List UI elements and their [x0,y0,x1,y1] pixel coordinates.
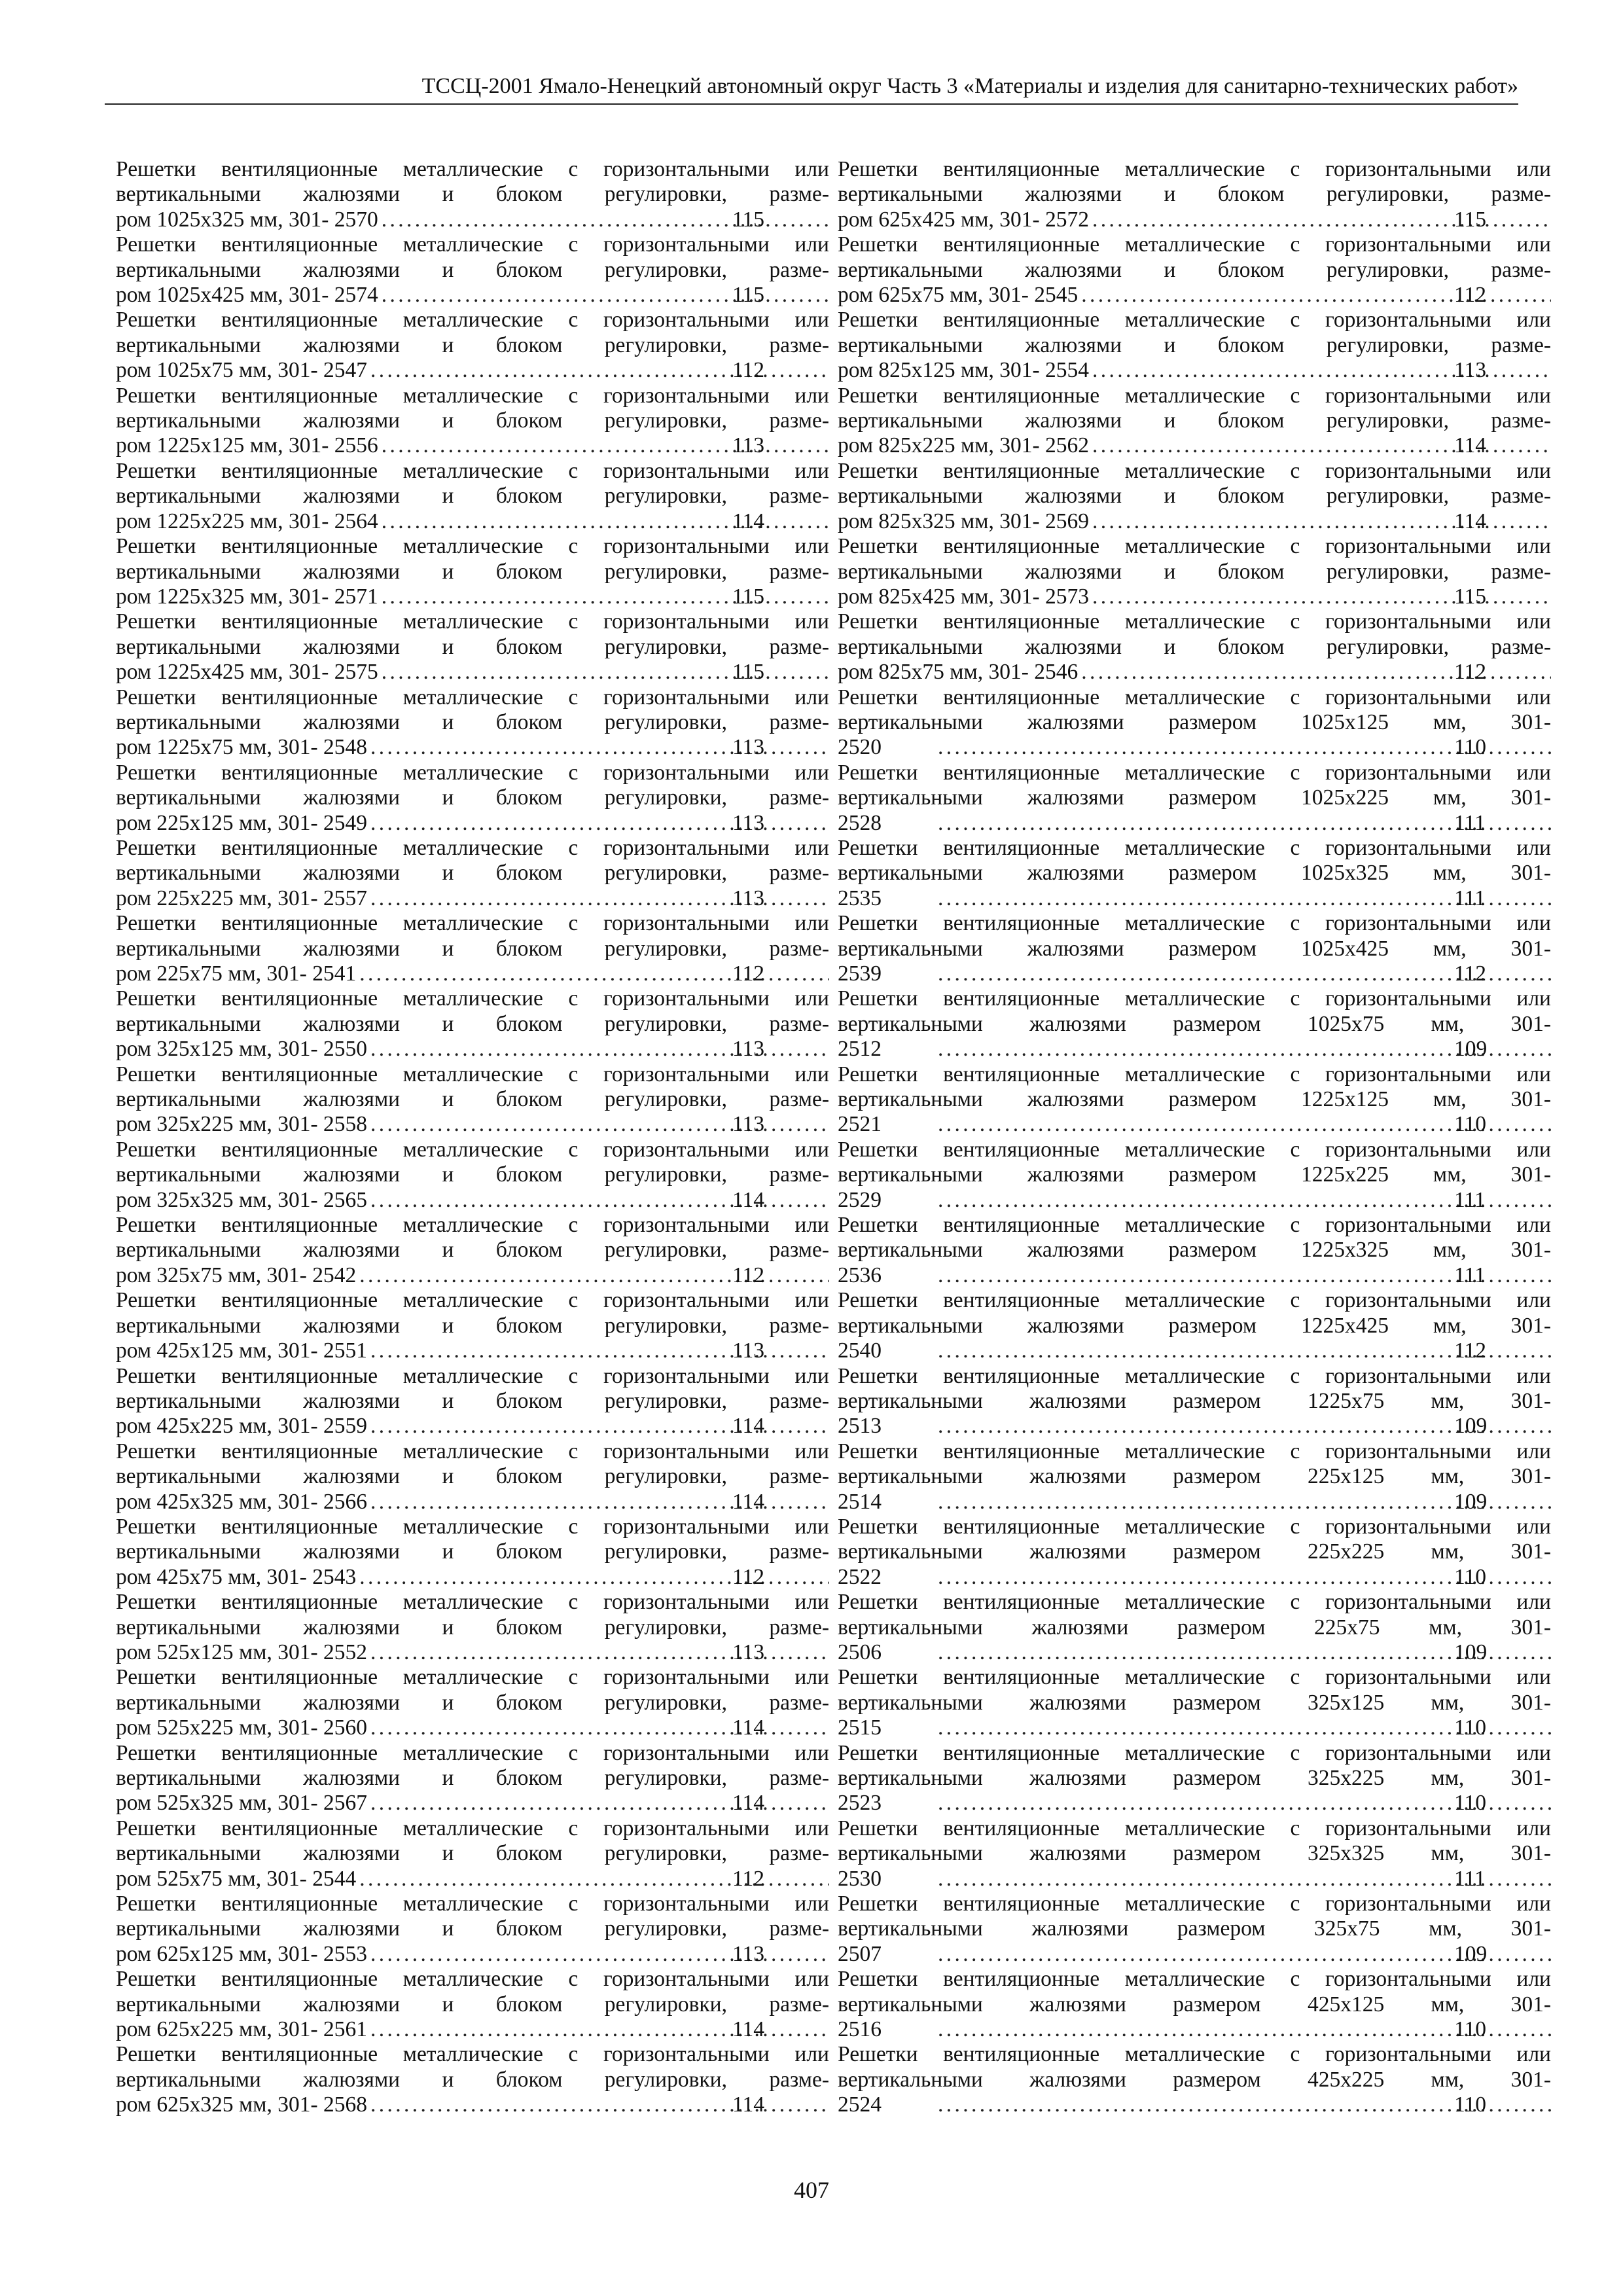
entry-line-3: ром 525х125 мм, 301- 2552 . . . 113 [213,1640,829,1665]
entry-line-2: вертикальными жалюзями и блоком регулировки, разме- [116,1916,829,1941]
entry-code: ром 225х125 мм, 301- 2549 [116,810,367,835]
index-entry [838,1515,1551,1590]
entry-line-3: ром 325х225 мм, 301- 2558 . . . 113 [213,1112,829,1137]
index-entry [116,1892,829,1967]
entry-code: ром 425х125 мм, 301- 2551 [116,1338,367,1363]
entry-line-2: вертикальными жалюзями и блоком регулировки, разме- [838,559,1551,584]
entry-line-2: вертикальными жалюзями размером 1025х75 мм, 301- [838,1011,1551,1036]
entry-line-2: вертикальными жалюзями и блоком регулировки, разме- [838,484,1551,509]
entry-line-2: вертикальными жалюзями и блоком регулировки, разме- [116,1011,829,1036]
entry-line-3: ром 1225х75 мм, 301- 2548 . . . 113 [213,735,829,760]
index-entry [116,1665,829,1740]
entry-line-2: вертикальными жалюзями размером 1225х75 мм, 301- [838,1388,1551,1413]
index-entry [838,761,1551,836]
entry-line-2: вертикальными жалюзями размером 225х225 мм, 301- [838,1539,1551,1564]
entry-code: ром 825х75 мм, 301- 2546 [838,660,1079,685]
entry-code: ром 325х325 мм, 301- 2565 [116,1187,367,1212]
index-entry [116,308,829,383]
entry-line-3: 2515 . . . 110 [935,1715,1551,1740]
entry-code: ром 1225х125 мм, 301- 2556 [116,433,378,458]
entry-line-1: Решетки вентиляционные металлические с горизонтальными или [838,1137,1551,1162]
entry-line-2: вертикальными жалюзями и блоком регулировки, разме- [116,559,829,584]
entry-line-2: вертикальными жалюзями размером 425х225 мм, 301- [838,2067,1551,2092]
entry-line-2: вертикальными жалюзями и блоком регулировки, разме- [116,1238,829,1263]
entry-code: ром 1025х325 мм, 301- 2570 [116,207,378,232]
entry-line-1: Решетки вентиляционные металлические с горизонтальными или [838,1213,1551,1238]
entry-line-1: Решетки вентиляционные металлические с горизонтальными или [116,1062,829,1086]
entry-line-2: вертикальными жалюзями и блоком регулировки, разме- [116,1313,829,1338]
index-entry [116,1062,829,1138]
index-entry [116,232,829,308]
entry-line-1: Решетки вентиляционные металлические с горизонтальными или [838,1363,1551,1388]
entry-line-3: 2530 . . . 111 [935,1867,1551,1892]
entry-line-1: Решетки вентиляционные металлические с горизонтальными или [116,1213,829,1238]
entry-code: ром 225х75 мм, 301- 2541 [116,961,357,986]
index-entry [838,1816,1551,1892]
entry-line-3: ром 625х225 мм, 301- 2561 . . . 114 [213,2017,829,2042]
index-entry [838,2042,1551,2117]
entry-line-3: 2521 . . . 110 [935,1112,1551,1137]
entry-line-1: Решетки вентиляционные металлические с горизонтальными или [838,458,1551,483]
entry-line-2: вертикальными жалюзями и блоком регулировки, разме- [116,332,829,357]
entry-line-1: Решетки вентиляционные металлические с горизонтальными или [838,1062,1551,1086]
entry-code: ром 825х425 мм, 301- 2573 [838,584,1089,609]
entry-code: ром 625х125 мм, 301- 2553 [116,1941,367,1966]
entry-line-3: ром 525х75 мм, 301- 2544 . . . 112 [213,1867,829,1892]
entry-line-2: вертикальными жалюзями размером 225х75 мм, 301- [838,1615,1551,1640]
entry-line-2: вертикальными жалюзями и блоком регулировки, разме- [116,1388,829,1413]
entry-line-1: Решетки вентиляционные металлические с горизонтальными или [838,685,1551,709]
entry-code: ром 825х325 мм, 301- 2569 [838,509,1089,533]
entry-line-3: ром 225х125 мм, 301- 2549 . . . 113 [213,811,829,836]
entry-line-2: вертикальными жалюзями размером 1025х225 мм, 301- [838,785,1551,810]
entry-code: ром 825х225 мм, 301- 2562 [838,433,1089,458]
entry-code: ром 425х225 мм, 301- 2559 [116,1414,367,1439]
entry-line-3: ром 825х425 мм, 301- 2573 . . . 115 [935,584,1551,609]
index-entry [116,534,829,609]
entry-line-1: Решетки вентиляционные металлические с горизонтальными или [838,383,1551,408]
page-number: 407 [794,2177,829,2203]
entry-code: ром 1025х75 мм, 301- 2547 [116,358,367,383]
index-entry [116,2042,829,2117]
entry-line-2: вертикальными жалюзями размером 325х125 мм, 301- [838,1690,1551,1715]
entry-line-1: Решетки вентиляционные металлические с горизонтальными или [838,1439,1551,1463]
entry-line-1: Решетки вентиляционные металлические с горизонтальными или [116,835,829,860]
entry-line-2: вертикальными жалюзями и блоком регулировки, разме- [116,861,829,886]
index-entry [838,157,1551,232]
entry-line-2: вертикальными жалюзями и блоком регулировки, разме- [116,484,829,509]
entry-line-3: 2516 . . . 110 [935,2017,1551,2042]
entry-line-2: вертикальными жалюзями размером 1025х125 мм, 301- [838,709,1551,734]
index-entry [116,1364,829,1439]
index-entry [116,836,829,911]
index-entry [838,685,1551,761]
entry-line-2: вертикальными жалюзями и блоком регулировки, разме- [838,408,1551,433]
index-entry [838,1665,1551,1740]
index-entry [116,761,829,836]
entry-line-1: Решетки вентиляционные металлические с горизонтальными или [116,760,829,785]
index-entry [116,1816,829,1892]
entry-line-1: Решетки вентиляционные металлические с горизонтальными или [838,1967,1551,1992]
entry-line-3: ром 825х325 мм, 301- 2569 . . . 114 [935,509,1551,534]
index-entry [838,1213,1551,1288]
entry-line-1: Решетки вентиляционные металлические с горизонтальными или [838,157,1551,181]
entry-line-1: Решетки вентиляционные металлические с горизонтальными или [116,2042,829,2067]
entry-line-3: ром 625х125 мм, 301- 2553 . . . 113 [213,1942,829,1967]
entry-line-2: вертикальными жалюзями и блоком регулировки, разме- [116,709,829,734]
entry-line-3: 2522 . . . 110 [935,1565,1551,1590]
entry-line-2: вертикальными жалюзями и блоком регулировки, разме- [116,1464,829,1489]
entry-line-3: ром 525х325 мм, 301- 2567 . . . 114 [213,1791,829,1816]
entry-line-2: вертикальными жалюзями размером 1225х325 мм, 301- [838,1238,1551,1263]
entry-code: ром 525х325 мм, 301- 2567 [116,1791,367,1816]
index-entry [838,1590,1551,1665]
entry-code: ром 525х125 мм, 301- 2552 [116,1640,367,1664]
entry-line-3: 2523 . . . 110 [935,1791,1551,1816]
entry-line-1: Решетки вентиляционные металлические с горизонтальными или [116,1137,829,1162]
entry-line-1: Решетки вентиляционные металлические с горизонтальными или [116,308,829,332]
entry-line-2: вертикальными жалюзями размером 1225х125 мм, 301- [838,1087,1551,1112]
entry-line-2: вертикальными жалюзями и блоком регулировки, разме- [116,257,829,282]
entry-line-1: Решетки вентиляционные металлические с горизонтальными или [116,1288,829,1313]
index-entry [838,911,1551,986]
entry-line-2: вертикальными жалюзями размером 1025х425 мм, 301- [838,936,1551,961]
entry-line-3: ром 1025х425 мм, 301- 2574 . . . 115 [213,283,829,308]
entry-line-3: ром 825х75 мм, 301- 2546 . . . 112 [935,660,1551,685]
index-entry [116,1138,829,1213]
index-entry [116,384,829,459]
entry-line-3: 2539 . . . 112 [935,961,1551,986]
index-entry [838,1138,1551,1213]
entry-line-1: Решетки вентиляционные металлические с горизонтальными или [116,1816,829,1840]
entry-line-1: Решетки вентиляционные металлические с горизонтальными или [838,1590,1551,1615]
entry-line-3: ром 325х125 мм, 301- 2550 . . . 113 [213,1037,829,1062]
entry-line-1: Решетки вентиляционные металлические с горизонтальными или [838,911,1551,936]
entry-line-2: вертикальными жалюзями размером 425х125 мм, 301- [838,1992,1551,2017]
index-entry [116,1590,829,1665]
index-entry [116,459,829,534]
index-entry [116,1515,829,1590]
entry-line-3: 2524 . . . 110 [935,2092,1551,2117]
entry-line-3: 2506 . . . 109 [935,1640,1551,1665]
entry-line-3: ром 325х75 мм, 301- 2542 . . . 112 [213,1263,829,1288]
entry-code: ром 325х225 мм, 301- 2558 [116,1112,367,1137]
index-entry [838,609,1551,685]
entry-line-3: ром 1225х325 мм, 301- 2571 . . . 115 [213,584,829,609]
entry-line-1: Решетки вентиляционные металлические с горизонтальными или [116,609,829,634]
entry-line-3: 2529 . . . 111 [935,1188,1551,1213]
entry-code: ром 625х325 мм, 301- 2568 [116,2092,367,2117]
index-entry [116,157,829,232]
entry-code: ром 625х425 мм, 301- 2572 [838,207,1089,232]
index-entry [838,534,1551,609]
entry-code: ром 1225х225 мм, 301- 2564 [116,509,378,533]
entry-line-2: вертикальными жалюзями размером 1025х325 мм, 301- [838,861,1551,886]
entry-code: ром 825х125 мм, 301- 2554 [838,358,1089,383]
entry-line-3: ром 325х325 мм, 301- 2565 . . . 114 [213,1188,829,1213]
entry-line-2: вертикальными жалюзями и блоком регулировки, разме- [116,1992,829,2017]
entry-line-3: ром 825х125 мм, 301- 2554 . . . 113 [935,358,1551,383]
entry-line-1: Решетки вентиляционные металлические с горизонтальными или [116,383,829,408]
entry-line-1: Решетки вентиляционные металлические с горизонтальными или [838,308,1551,332]
entry-line-1: Решетки вентиляционные металлические с горизонтальными или [116,534,829,559]
entry-line-3: 2507 . . . 109 [935,1942,1551,1967]
entry-line-1: Решетки вентиляционные металлические с горизонтальными или [116,1363,829,1388]
index-entry [838,232,1551,308]
index-entry [838,836,1551,911]
entry-line-3: ром 625х325 мм, 301- 2568 . . . 114 [213,2092,829,2117]
index-entry [838,308,1551,383]
entry-line-1: Решетки вентиляционные металлические с горизонтальными или [838,232,1551,257]
index-entry [838,1892,1551,1967]
index-entry [116,986,829,1062]
entry-line-2: вертикальными жалюзями и блоком регулировки, разме- [838,634,1551,659]
entry-line-3: 2535 . . . 111 [935,886,1551,911]
entry-line-3: 2520 . . . 110 [935,735,1551,760]
entry-line-3: ром 1225х425 мм, 301- 2575 . . . 115 [213,660,829,685]
entry-line-2: вертикальными жалюзями и блоком регулировки, разме- [116,1087,829,1112]
index-entry [838,1364,1551,1439]
entry-line-1: Решетки вентиляционные металлические с горизонтальными или [838,609,1551,634]
entry-line-3: 2513 . . . 109 [935,1414,1551,1439]
entry-line-2: вертикальными жалюзями и блоком регулировки, разме- [116,634,829,659]
entry-line-1: Решетки вентиляционные металлические с горизонтальными или [838,760,1551,785]
index-entry [116,1213,829,1288]
entry-line-3: 2536 . . . 111 [935,1263,1551,1288]
entry-line-3: ром 425х225 мм, 301- 2559 . . . 114 [213,1414,829,1439]
running-header: ТССЦ-2001 Ямало-Ненецкий автономный округ Часть 3 «Материалы и изделия для санитарно-технических работ» [105,73,1518,105]
entry-line-1: Решетки вентиляционные металлические с горизонтальными или [116,232,829,257]
entry-line-1: Решетки вентиляционные металлические с горизонтальными или [116,986,829,1011]
entry-code: ром 1225х425 мм, 301- 2575 [116,660,378,685]
entry-line-2: вертикальными жалюзями размером 225х125 мм, 301- [838,1464,1551,1489]
entry-line-2: вертикальными жалюзями размером 1225х225 мм, 301- [838,1162,1551,1187]
entry-code: ром 1225х75 мм, 301- 2548 [116,735,367,760]
entry-line-1: Решетки вентиляционные металлические с горизонтальными или [116,685,829,709]
entry-code: ром 625х225 мм, 301- 2561 [116,2017,367,2042]
entry-line-3: ром 525х225 мм, 301- 2560 . . . 114 [213,1715,829,1740]
entry-line-2: вертикальными жалюзями и блоком регулировки, разме- [116,1690,829,1715]
entry-line-1: Решетки вентиляционные металлические с горизонтальными или [838,534,1551,559]
entry-line-3: ром 425х325 мм, 301- 2566 . . . 114 [213,1490,829,1515]
entry-code: ром 1025х425 мм, 301- 2574 [116,283,378,308]
entry-line-1: Решетки вентиляционные металлические с горизонтальными или [116,1892,829,1916]
index-entry [838,1288,1551,1363]
entry-line-2: вертикальными жалюзями и блоком регулировки, разме- [116,1615,829,1640]
entry-line-1: Решетки вентиляционные металлические с горизонтальными или [116,1665,829,1690]
entry-line-2: вертикальными жалюзями и блоком регулировки, разме- [116,1539,829,1564]
index-entry [116,1967,829,2042]
entry-line-3: 2528 . . . 111 [935,811,1551,836]
entry-line-3: ром 425х75 мм, 301- 2543 . . . 112 [213,1565,829,1590]
entry-line-3: ром 425х125 мм, 301- 2551 . . . 113 [213,1338,829,1363]
entry-code: ром 225х225 мм, 301- 2557 [116,886,367,910]
entry-line-2: вертикальными жалюзями и блоком регулировки, разме- [116,1841,829,1866]
entry-line-2: вертикальными жалюзями и блоком регулировки, разме- [116,785,829,810]
index-entry [116,1741,829,1816]
entry-line-1: Решетки вентиляционные металлические с горизонтальными или [116,1590,829,1615]
index-entry [116,1439,829,1515]
index-entry [838,1439,1551,1515]
entry-line-1: Решетки вентиляционные металлические с горизонтальными или [838,1892,1551,1916]
entry-code: ром 425х325 мм, 301- 2566 [116,1489,367,1514]
entry-line-1: Решетки вентиляционные металлические с горизонтальными или [116,1740,829,1765]
entry-line-2: вертикальными жалюзями и блоком регулировки, разме- [116,408,829,433]
entry-line-2: вертикальными жалюзями размером 325х325 мм, 301- [838,1841,1551,1866]
entry-line-1: Решетки вентиляционные металлические с горизонтальными или [116,157,829,181]
index-entry [838,1062,1551,1138]
index-column-left [116,157,829,2118]
entry-line-3: 2514 . . . 109 [935,1490,1551,1515]
index-entry [116,609,829,685]
entry-code: ром 625х75 мм, 301- 2545 [838,283,1079,308]
entry-line-1: Решетки вентиляционные металлические с горизонтальными или [838,986,1551,1011]
entry-line-2: вертикальными жалюзями и блоком регулировки, разме- [116,1766,829,1790]
entry-line-3: ром 1025х325 мм, 301- 2570 . . . 115 [213,207,829,232]
entry-line-1: Решетки вентиляционные металлические с горизонтальными или [838,1665,1551,1690]
index-entry [116,1288,829,1363]
index-entry [838,1741,1551,1816]
entry-line-2: вертикальными жалюзями и блоком регулировки, разме- [838,257,1551,282]
entry-line-2: вертикальными жалюзями и блоком регулировки, разме- [116,1162,829,1187]
entry-line-1: Решетки вентиляционные металлические с горизонтальными или [116,1967,829,1992]
entry-line-3: 2512 . . . 109 [935,1037,1551,1062]
index-column-right [838,157,1551,2118]
entry-line-1: Решетки вентиляционные металлические с горизонтальными или [838,1514,1551,1539]
entry-line-1: Решетки вентиляционные металлические с горизонтальными или [116,1439,829,1463]
entry-code: ром 1225х325 мм, 301- 2571 [116,584,378,609]
entry-line-3: ром 1225х225 мм, 301- 2564 . . . 114 [213,509,829,534]
entry-code: ром 525х75 мм, 301- 2544 [116,1866,357,1891]
entry-line-1: Решетки вентиляционные металлические с горизонтальными или [838,1288,1551,1313]
index-entry [116,911,829,986]
entry-line-2: вертикальными жалюзями и блоком регулировки, разме- [116,2067,829,2092]
entry-line-3: ром 225х225 мм, 301- 2557 . . . 113 [213,886,829,911]
entry-code: ром 325х75 мм, 301- 2542 [116,1263,357,1287]
entry-line-3: 2540 . . . 112 [935,1338,1551,1363]
entry-line-1: Решетки вентиляционные металлические с горизонтальными или [838,835,1551,860]
entry-code: ром 325х125 мм, 301- 2550 [116,1037,367,1062]
entry-line-1: Решетки вентиляционные металлические с горизонтальными или [116,458,829,483]
index-entry [838,986,1551,1062]
entry-line-1: Решетки вентиляционные металлические с горизонтальными или [838,1816,1551,1840]
entry-line-2: вертикальными жалюзями и блоком регулировки, разме- [116,182,829,207]
entry-line-2: вертикальными жалюзями и блоком регулировки, разме- [838,182,1551,207]
entry-line-3: ром 825х225 мм, 301- 2562 . . . 114 [935,433,1551,458]
entry-line-2: вертикальными жалюзями размером 1225х425 мм, 301- [838,1313,1551,1338]
entry-line-1: Решетки вентиляционные металлические с горизонтальными или [838,2042,1551,2067]
entry-line-1: Решетки вентиляционные металлические с горизонтальными или [116,1514,829,1539]
entry-line-2: вертикальными жалюзями и блоком регулировки, разме- [116,936,829,961]
entry-line-2: вертикальными жалюзями размером 325х75 мм, 301- [838,1916,1551,1941]
index-entry [838,384,1551,459]
index-entry [838,459,1551,534]
index-entry [838,1967,1551,2042]
index-entry [116,685,829,761]
entry-line-3: ром 225х75 мм, 301- 2541 . . . 112 [213,961,829,986]
entry-line-1: Решетки вентиляционные металлические с горизонтальными или [116,911,829,936]
entry-line-3: ром 625х75 мм, 301- 2545 . . . 112 [935,283,1551,308]
entry-line-3: ром 1225х125 мм, 301- 2556 . . . 113 [213,433,829,458]
entry-line-2: вертикальными жалюзями размером 325х225 мм, 301- [838,1766,1551,1790]
entry-line-3: ром 1025х75 мм, 301- 2547 . . . 112 [213,358,829,383]
entry-line-1: Решетки вентиляционные металлические с горизонтальными или [838,1740,1551,1765]
entry-line-2: вертикальными жалюзями и блоком регулировки, разме- [838,332,1551,357]
entry-line-3: ром 625х425 мм, 301- 2572 . . . 115 [935,207,1551,232]
entry-code: ром 525х225 мм, 301- 2560 [116,1715,367,1740]
entry-code: ром 425х75 мм, 301- 2543 [116,1564,357,1589]
